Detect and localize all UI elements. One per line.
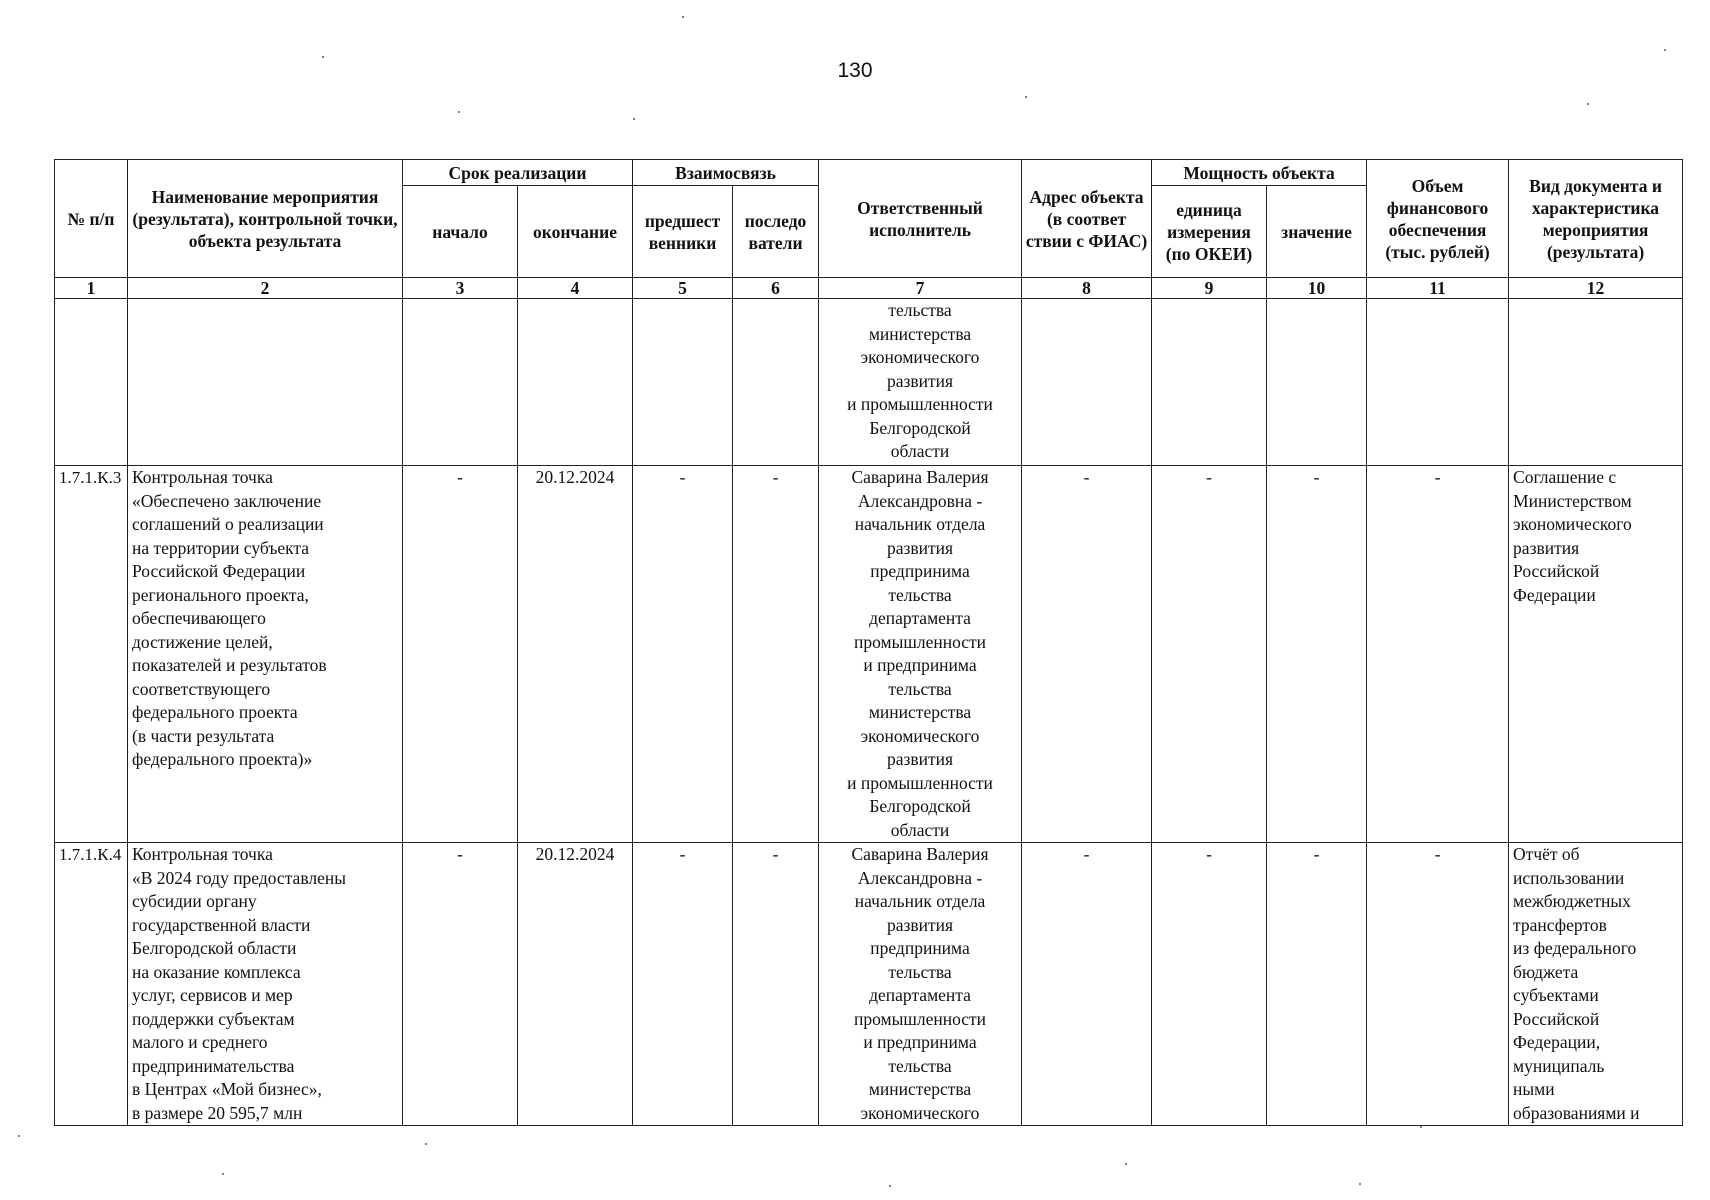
scan-speck [1420, 1126, 1422, 1128]
row-successors [733, 299, 819, 466]
column-number: 8 [1022, 278, 1152, 299]
row-code: 1.7.1.К.4 [55, 843, 128, 1126]
row-value [1267, 299, 1367, 466]
row-predecessors: - [633, 466, 733, 843]
row-doc [1509, 299, 1683, 466]
row-start: - [403, 466, 518, 843]
header-capacity: Мощность объекта [1152, 160, 1367, 186]
row-doc: Соглашение с Министерством экономического развития Российской Федерации [1509, 466, 1683, 843]
header-unit: единица измерения (по ОКЕИ) [1152, 186, 1267, 278]
row-value: - [1267, 843, 1367, 1126]
row-end: 20.12.2024 [518, 843, 633, 1126]
column-number: 5 [633, 278, 733, 299]
scan-speck [1025, 96, 1027, 98]
header-predecessors: предшест венники [633, 186, 733, 278]
column-number: 1 [55, 278, 128, 299]
header-address: Адрес объекта (в соответ ствии с ФИАС) [1022, 160, 1152, 278]
header-name: Наименование мероприятия (результата), контрольной точки, объекта результата [128, 160, 403, 278]
column-number: 7 [819, 278, 1022, 299]
column-number: 11 [1367, 278, 1509, 299]
scan-speck [222, 1173, 224, 1175]
row-name: Контрольная точка «В 2024 году предоставлены субсидии органу государственной власти Белгородской области на оказание комплекса услуг, сервисов и мер поддержки субъектам малого и среднего предпринимательства в Центрах «Мой бизнес», в размере 20 595,7 млн [128, 843, 403, 1126]
scan-speck [1664, 49, 1666, 51]
row-unit [1152, 299, 1267, 466]
header-link: Взаимосвязь [633, 160, 819, 186]
row-doc: Отчёт об использовании межбюджетных трансфертов из федерального бюджета субъектами Российской Федерации, муниципаль ными образованиями и [1509, 843, 1683, 1126]
row-successors: - [733, 843, 819, 1126]
row-address: - [1022, 466, 1152, 843]
scan-speck [682, 16, 684, 18]
row-start: - [403, 843, 518, 1126]
row-predecessors: - [633, 843, 733, 1126]
page-number: 130 [837, 59, 873, 82]
column-number-row [55, 278, 1683, 299]
scan-speck [633, 118, 635, 120]
row-start [403, 299, 518, 466]
scan-speck [1587, 103, 1589, 105]
scan-speck [889, 1185, 891, 1187]
scan-speck [458, 111, 460, 113]
row-finance: - [1367, 466, 1509, 843]
row-finance [1367, 299, 1509, 466]
table-row [55, 299, 1683, 466]
row-address [1022, 299, 1152, 466]
header-successors: последо ватели [733, 186, 819, 278]
row-responsible: Саварина Валерия Александровна - начальник отдела развития предпринима тельства департамента промышленности и предпринима тельства министерства экономического [819, 843, 1022, 1126]
column-number: 2 [128, 278, 403, 299]
header-srok: Срок реализации [403, 160, 633, 186]
table-row [55, 466, 1683, 843]
scan-speck [18, 1135, 20, 1137]
row-address: - [1022, 843, 1152, 1126]
header-responsible: Ответственный исполнитель [819, 160, 1022, 278]
scan-speck [322, 56, 324, 58]
row-code [55, 299, 128, 466]
plan-table [54, 159, 1683, 1126]
row-unit: - [1152, 843, 1267, 1126]
column-number: 3 [403, 278, 518, 299]
row-finance: - [1367, 843, 1509, 1126]
row-end: 20.12.2024 [518, 466, 633, 843]
header-number: № п/п [55, 160, 128, 278]
header-row-1 [55, 160, 1683, 186]
column-number: 6 [733, 278, 819, 299]
scan-speck [1125, 1163, 1127, 1165]
row-value: - [1267, 466, 1367, 843]
header-end: окончание [518, 186, 633, 278]
header-doc: Вид документа и характеристика мероприятия (результата) [1509, 160, 1683, 278]
row-predecessors [633, 299, 733, 466]
row-successors: - [733, 466, 819, 843]
row-responsible: тельства министерства экономического развития и промышленности Белгородской области [819, 299, 1022, 466]
row-name [128, 299, 403, 466]
table-row [55, 843, 1683, 1126]
row-unit: - [1152, 466, 1267, 843]
scan-speck [425, 1143, 427, 1145]
column-number: 9 [1152, 278, 1267, 299]
header-value: значение [1267, 186, 1367, 278]
header-finance: Объем финансового обеспечения (тыс. рублей) [1367, 160, 1509, 278]
column-number: 4 [518, 278, 633, 299]
header-start: начало [403, 186, 518, 278]
row-name: Контрольная точка «Обеспечено заключение соглашений о реализации на территории субъекта Российской Федерации регионального проекта, обеспечивающего достижение целей, показателей и результатов соответствующего федерального проекта (в части результата федерального проекта)» [128, 466, 403, 843]
column-number: 10 [1267, 278, 1367, 299]
row-responsible: Саварина Валерия Александровна - начальник отдела развития предпринима тельства департамента промышленности и предпринима тельства министерства экономического развития и промышленности Белгородской области [819, 466, 1022, 843]
row-end [518, 299, 633, 466]
column-number: 12 [1509, 278, 1683, 299]
row-code: 1.7.1.К.3 [55, 466, 128, 843]
scan-speck [1359, 1183, 1361, 1185]
